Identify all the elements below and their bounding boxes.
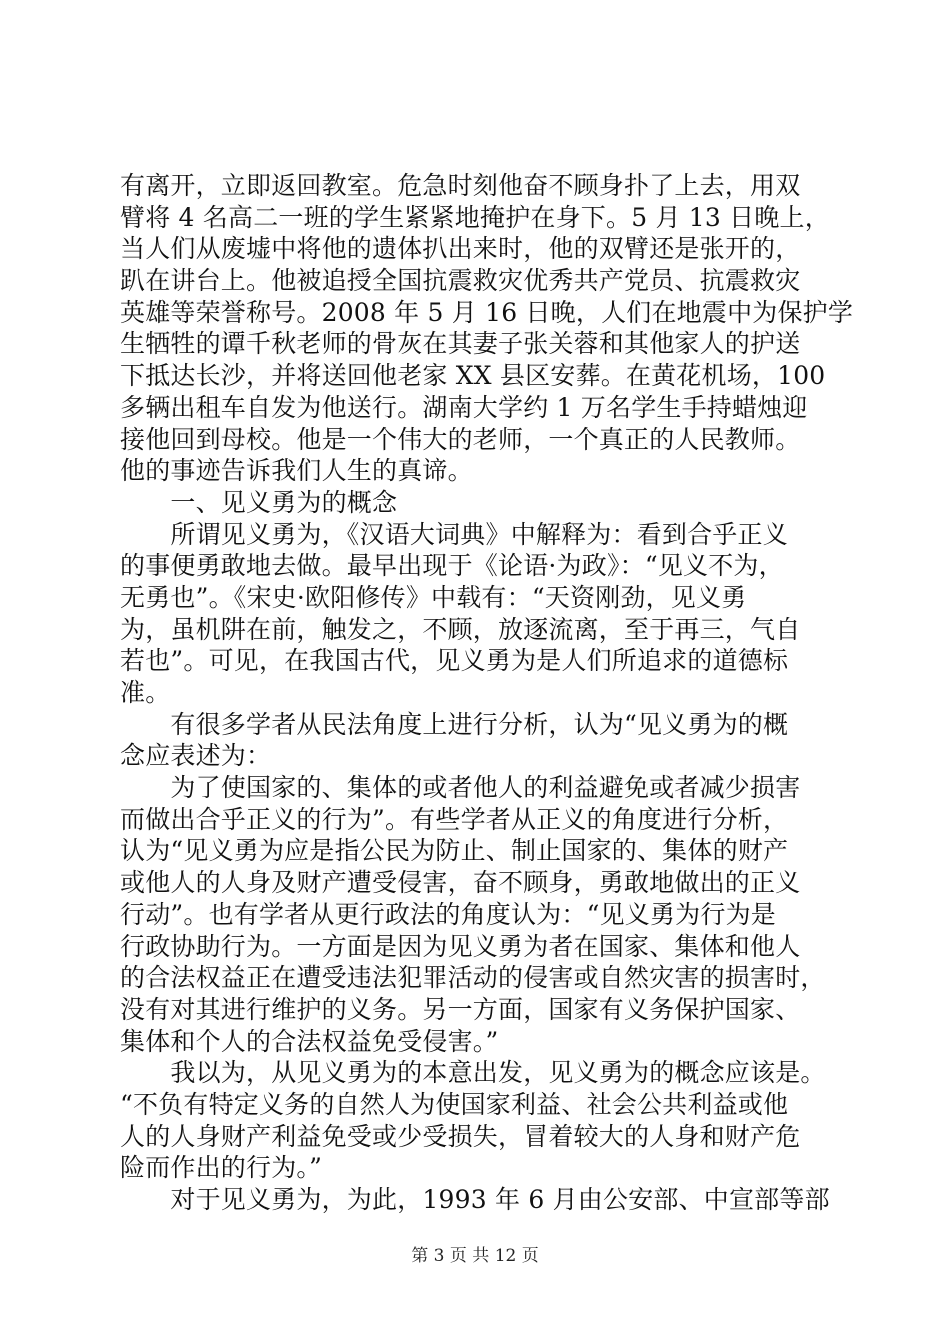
text-line: 接他回到母校。他是一个伟大的老师，一个真正的人民教师。 xyxy=(120,424,801,454)
page-number-footer: 第 3 页 共 12 页 xyxy=(411,1246,539,1266)
text-line: 为，虽机阱在前，触发之，不顾，放逐流离，至于再三，气自 xyxy=(120,614,801,644)
text-line: 为了使国家的、集体的或者他人的利益避免或者减少损害 xyxy=(120,773,801,803)
text-line: 有离开，立即返回教室。危急时刻他奋不顾身扑了上去，用双 xyxy=(120,171,801,200)
section-heading: 一、见义勇为的概念 xyxy=(120,487,398,517)
text-line: 下抵达长沙，并将送回他老家 XX 县区安葬。在黄花机场，100 xyxy=(120,361,826,391)
text-line: 而做出合乎正义的行为”。有些学者从正义的角度进行分析， xyxy=(120,804,789,834)
text-line: 若也”。可见，在我国古代，见义勇为是人们所追求的道德标 xyxy=(120,646,789,676)
text-line: 趴在讲台上。他被追授全国抗震救灾优秀共产党员、抗震救灾 xyxy=(120,266,801,296)
text-line: 多辆出租车自发为他送行。湖南大学约 1 万名学生手持蜡烛迎 xyxy=(120,392,808,422)
text-line: 念应表述为： xyxy=(120,741,272,771)
text-line: 生牺牲的谭千秋老师的骨灰在其妻子张关蓉和其他家人的护送 xyxy=(120,329,801,359)
text-line: 无勇也”。《宋史·欧阳修传》中载有：“天资刚劲，见义勇 xyxy=(120,582,747,612)
text-line: 所谓见义勇为，《汉语大词典》中解释为：看到合乎正义 xyxy=(120,519,788,549)
text-line: 对于见义勇为，为此，1993 年 6 月由公安部、中宣部等部 xyxy=(120,1185,830,1214)
text-line: 的事便勇敢地去做。最早出现于《论语·为政》：“见义不为， xyxy=(120,551,784,581)
text-line: 认为“见义勇为应是指公民为防止、制止国家的、集体的财产 xyxy=(120,836,789,866)
text-line: 我以为，从见义勇为的本意出发，见义勇为的概念应该是。 xyxy=(120,1058,826,1088)
text-line: 臂将 4 名高二一班的学生紧紧地掩护在身下。5 月 13 日晚上， xyxy=(120,202,830,232)
text-line: “不负有特定义务的自然人为使国家利益、社会公共利益或他 xyxy=(120,1089,789,1119)
text-line: 集体和个人的合法权益免受侵害。” xyxy=(120,1026,499,1056)
text-line: 准。 xyxy=(120,678,171,707)
text-line: 或他人的人身及财产遭受侵害，奋不顾身，勇敢地做出的正义 xyxy=(120,868,801,898)
text-line: 有很多学者从民法角度上进行分析，认为“见义勇为的概 xyxy=(120,709,789,739)
text-line: 行动”。也有学者从更行政法的角度认为：“见义勇为行为是 xyxy=(120,899,776,929)
text-line: 人的人身财产利益免受或少受损失，冒着较大的人身和财产危 xyxy=(120,1121,801,1151)
text-line: 当人们从废墟中将他的遗体扒出来时，他的双臂还是张开的， xyxy=(120,234,801,264)
text-line: 英雄等荣誉称号。2008 年 5 月 16 日晚，人们在地震中为保护学 xyxy=(120,297,854,327)
text-line: 没有对其进行维护的义务。另一方面，国家有义务保护国家、 xyxy=(120,994,801,1024)
text-line: 他的事迹告诉我们人生的真谛。 xyxy=(120,456,473,486)
text-line: 险而作出的行为。” xyxy=(120,1153,323,1183)
text-line: 行政协助行为。一方面是因为见义勇为者在国家、集体和他人 xyxy=(120,931,801,961)
body-text xyxy=(120,170,854,1216)
text-line: 的合法权益正在遭受违法犯罪活动的侵害或自然灾害的损害时， xyxy=(120,963,826,993)
